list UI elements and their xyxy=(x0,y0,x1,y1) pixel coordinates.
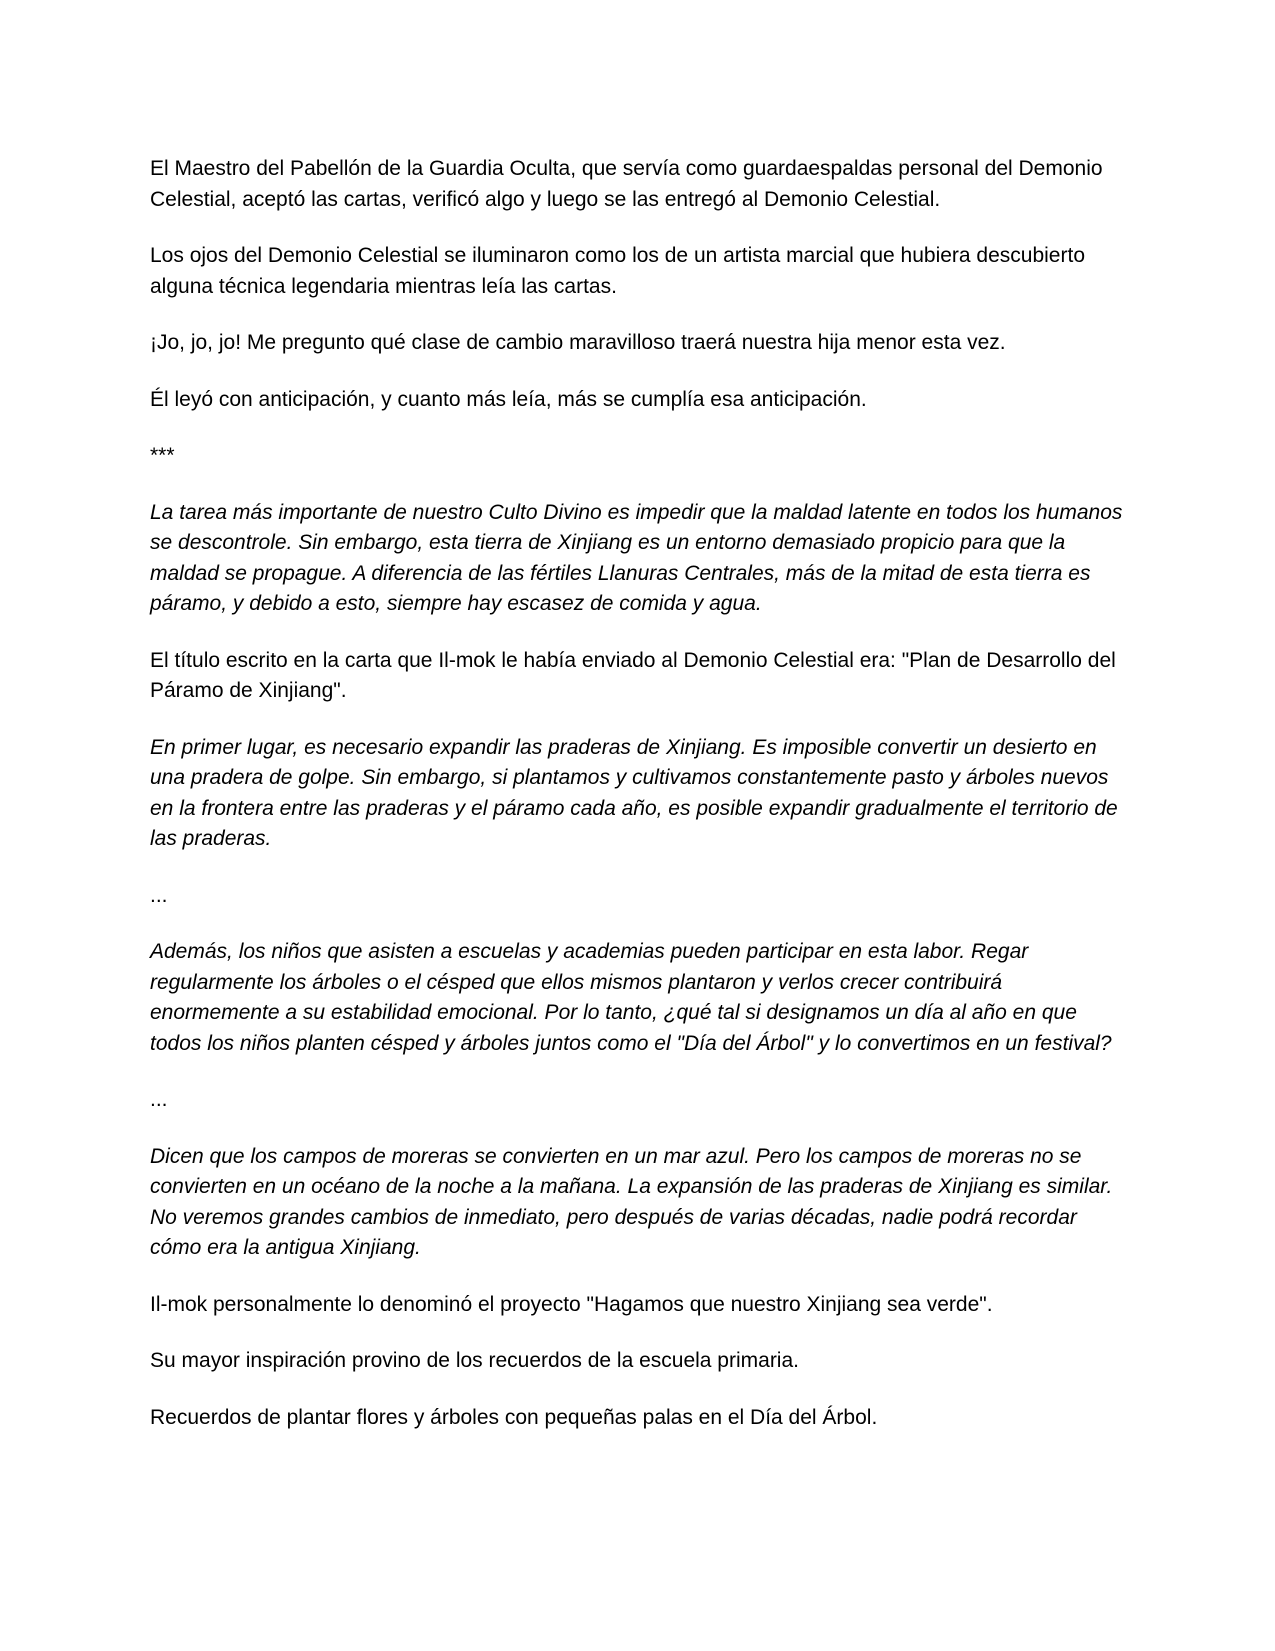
paragraph-memories: Recuerdos de plantar flores y árboles con pequeñas palas en el Día del Árbol. xyxy=(150,1405,878,1429)
ellipsis-1: ... xyxy=(150,883,168,907)
paragraph-project-name: Il-mok personalmente lo denominó el proyecto "Hagamos que nuestro Xinjiang sea verde". xyxy=(150,1292,993,1316)
ellipsis-2: ... xyxy=(150,1088,168,1111)
letter-excerpt-3: Además, los niños que asisten a escuelas y academias pueden participar en esta labor. Regar regularmente los árboles o el césped que ellos mismos plantaron y verlos crecer contribuirá enormemente a su estabilidad emocional. Por lo tanto, ¿qué tal si designamos un día al año en que todos los niños planten césped y árboles juntos como el "Día del Árbol" y lo convertimos en un festival? xyxy=(150,940,1112,1055)
paragraph-4: Él leyó con anticipación, y cuanto más leía, más se cumplía esa anticipación. xyxy=(150,387,867,411)
paragraph-letter-title: El título escrito en la carta que Il-mok le había enviado al Demonio Celestial era: "Plan de Desarrollo del Páramo de Xinjiang". xyxy=(150,648,1116,702)
letter-excerpt-2: En primer lugar, es necesario expandir las praderas de Xinjiang. Es imposible convertir un desierto en una pradera de golpe. Sin embargo, si plantamos y cultivamos constantemente pasto y árboles nuevos en la frontera entre las praderas y el páramo cada año, es posible expandir gradualmente el territorio de las praderas. xyxy=(150,735,1118,850)
paragraph-3: ¡Jo, jo, jo! Me pregunto qué clase de cambio maravilloso traerá nuestra hija menor esta vez. xyxy=(150,331,1006,354)
document-body xyxy=(150,154,1125,1459)
scene-break: *** xyxy=(150,444,175,467)
paragraph-2: Los ojos del Demonio Celestial se iluminaron como los de un artista marcial que hubiera descubierto alguna técnica legendaria mientras leía las cartas. xyxy=(150,244,1085,298)
letter-excerpt-4: Dicen que los campos de moreras se convierten en un mar azul. Pero los campos de moreras no se convierten en un océano de la noche a la mañana. La expansión de las praderas de Xinjiang es similar. No veremos grandes cambios de inmediato, pero después de varias décadas, nadie podrá recordar cómo era la antigua Xinjiang. xyxy=(150,1144,1113,1259)
paragraph-1: El Maestro del Pabellón de la Guardia Oculta, que servía como guardaespaldas personal del Demonio Celestial, aceptó las cartas, verificó algo y luego se las entregó al Demonio Celestial. xyxy=(150,157,1103,211)
paragraph-inspiration: Su mayor inspiración provino de los recuerdos de la escuela primaria. xyxy=(150,1349,799,1372)
letter-excerpt-1: La tarea más importante de nuestro Culto Divino es impedir que la maldad latente en todos los humanos se descontrole. Sin embargo, esta tierra de Xinjiang es un entorno demasiado propicio para que la maldad se propague. A diferencia de las fértiles Llanuras Centrales, más de la mitad de esta tierra es páramo, y debido a esto, siempre hay escasez de comida y agua. xyxy=(150,500,1123,615)
